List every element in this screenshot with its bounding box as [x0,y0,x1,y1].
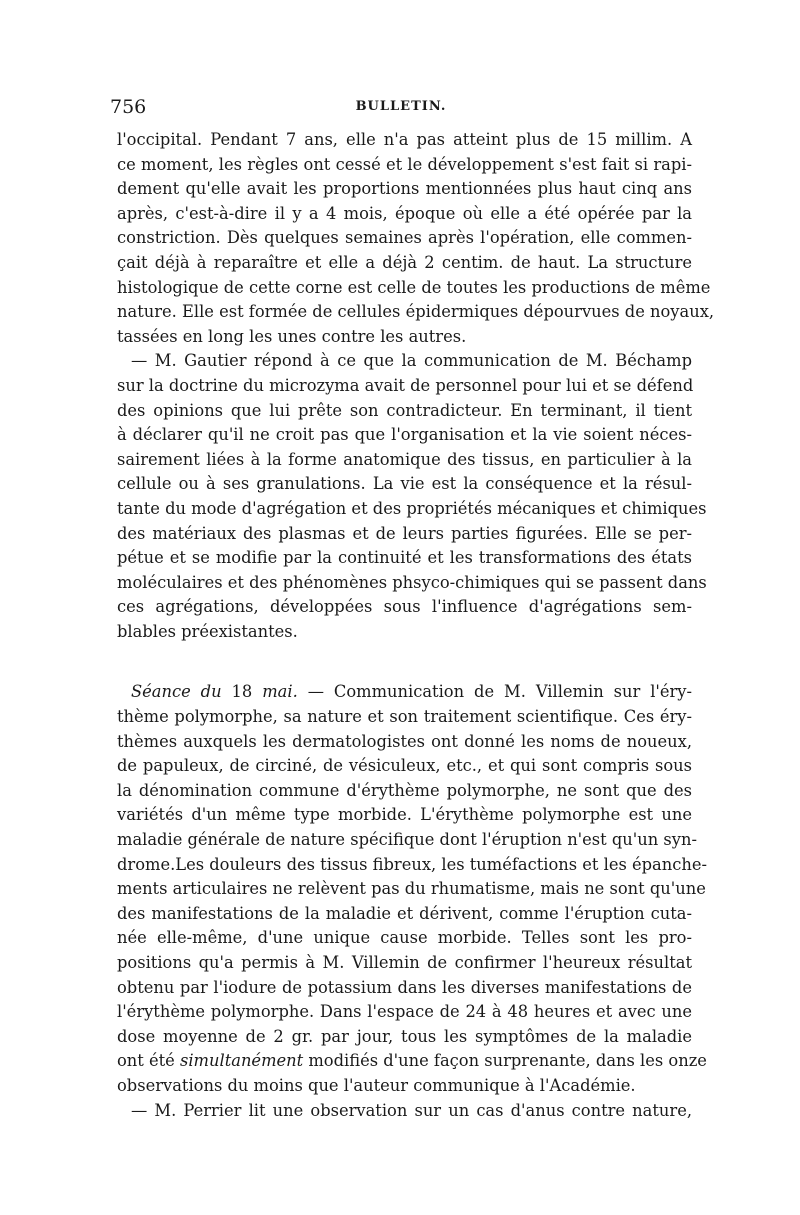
paragraph-2 [117,349,707,644]
text-line: tassées en long les unes contre les autres. [117,326,467,346]
text-line: observations du moins que l'auteur communique à l'Académie. [117,1075,636,1095]
italic-line-before: ont été [117,1051,180,1071]
text-line: née elle-même, d'une unique cause morbide. Telles sont les pro- [117,928,692,948]
text-line: la dénomination commune d'érythème polymorphe, ne sont que des [117,780,692,800]
text-line: thème polymorphe, sa nature et son traitement scientifique. Ces éry- [117,707,692,727]
text-line: des matériaux des plasmas et de leurs parties figurées. Elle se per- [117,523,692,543]
text-line: variétés d'un même type morbide. L'érythème polymorphe est une [117,805,692,825]
text-line: cellule ou à ses granulations. La vie est la conséquence et la résul- [117,474,692,494]
text-line: maladie générale de nature spécifique dont l'éruption n'est qu'un syn- [117,830,697,850]
text-line: des manifestations de la maladie et dérivent, comme l'éruption cuta- [117,903,692,923]
text-line: à déclarer qu'il ne croit pas que l'organisation et la vie soient néces- [117,425,692,445]
text-line: après, c'est-à-dire il y a 4 mois, époque où elle a été opérée par la [117,203,692,223]
text-line: drome.Les douleurs des tissus fibreux, les tuméfactions et les épanche- [117,854,707,874]
text-line: histologique de cette corne est celle de toutes les productions de même [117,277,711,297]
text-line: ments articulaires ne relèvent pas du rhumatisme, mais ne sont qu'une [117,879,706,899]
paragraph-4 [117,1099,692,1124]
text-line: des opinions que lui prête son contradicteur. En terminant, il tient [117,400,692,420]
text-line: ces agrégations, développées sous l'influence d'agrégations sem- [117,597,692,617]
seance-date-number: 18 [231,682,253,702]
seance-month: mai. [262,682,298,702]
page-number: 756 [110,96,147,118]
italic-line-after: modifiés d'une façon surprenante, dans les onze [303,1051,707,1071]
text-line: obtenu par l'iodure de potassium dans les diverses manifestations de [117,977,692,997]
page-header [110,96,692,120]
text-line: sairement liées à la forme anatomique des tissus, en particulier à la [117,449,692,469]
seance-heading-line [117,680,692,705]
body-text [117,128,715,1123]
text-line-with-italic [117,1049,707,1074]
seance-label: Séance du [131,682,222,702]
seance-first-line-text: — Communication de M. Villemin sur l'éry- [297,682,692,702]
text-line: dement qu'elle avait les proportions mentionnées plus haut cinq ans [117,179,692,199]
text-line: positions qu'a permis à M. Villemin de confirmer l'heureux résultat [117,953,692,972]
text-line: moléculaires et des phénomènes phsyco-chimiques qui se passent dans [117,572,707,592]
text-line: — M. Gautier répond à ce que la communication de M. Béchamp [131,351,692,371]
italic-word: simultanément [180,1051,304,1071]
text-line: de papuleux, de circiné, de vésiculeux, etc., et qui sont compris sous [117,756,692,776]
section-gap [117,644,692,680]
text-line: pétue et se modifie par la continuité et les transformations des états [117,548,692,568]
text-line: — M. Perrier lit une observation sur un cas d'anus contre nature, [131,1100,692,1120]
text-line: thèmes auxquels les dermatologistes ont donné les noms de noueux, [117,731,692,751]
paragraph-3 [117,680,707,1098]
text-line: nature. Elle est formée de cellules épidermiques dépourvues de noyaux, [117,302,715,322]
text-line: sur la doctrine du microzyma avait de personnel pour lui et se défend [117,375,694,395]
text-line: dose moyenne de 2 gr. par jour, tous les symptômes de la maladie [117,1026,692,1046]
text-line: ce moment, les règles ont cessé et le développement s'est fait si rapi- [117,154,692,174]
text-line: tante du mode d'agrégation et des propriétés mécaniques et chimiques [117,498,707,518]
text-line: çait déjà à reparaître et elle a déjà 2 centim. de haut. La structure [117,252,692,272]
text-line: l'érythème polymorphe. Dans l'espace de 24 à 48 heures et avec une [117,1002,692,1022]
running-head: BULLETIN. [355,99,447,114]
text-line: l'occipital. Pendant 7 ans, elle n'a pas atteint plus de 15 millim. A [117,130,692,149]
text-line: constriction. Dès quelques semaines après l'opération, elle commen- [117,228,692,248]
text-line: blables préexistantes. [117,621,298,641]
paragraph-1 [117,128,715,349]
